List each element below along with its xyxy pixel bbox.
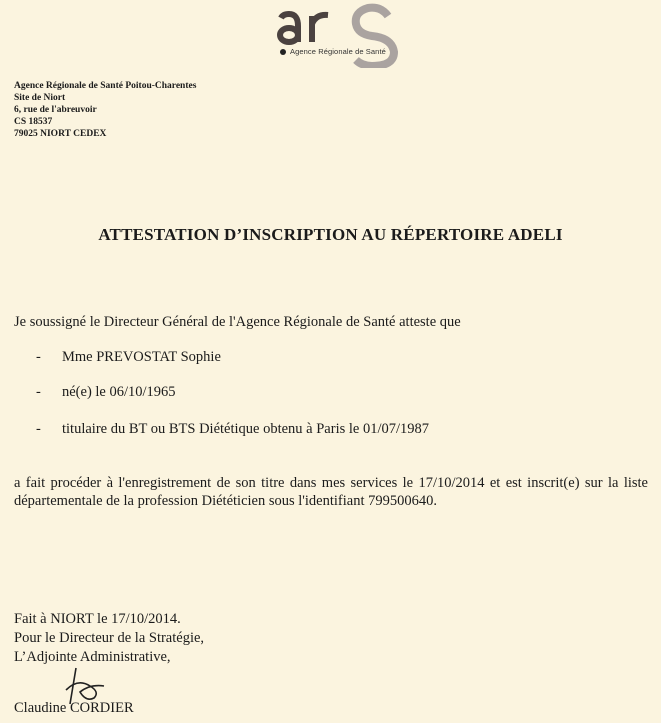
closing-line: Fait à NIORT le 17/10/2014.: [14, 611, 181, 627]
intro-text: Je soussigné le Directeur Général de l'Agence Régionale de Santé atteste que: [14, 314, 461, 330]
list-item-text: Mme PREVOSTAT Sophie: [62, 349, 221, 365]
list-dash: -: [36, 421, 41, 437]
address-line: 6, rue de l'abreuvoir: [14, 105, 97, 115]
list-item: [36, 421, 429, 438]
closing-line: Pour le Directeur de la Stratégie,: [14, 630, 205, 646]
list-dash: -: [36, 349, 41, 365]
list-item: [36, 384, 176, 401]
document-title: ATTESTATION D’INSCRIPTION AU RÉPERTOIRE ADELI: [98, 225, 563, 244]
ars-logo: [276, 2, 406, 68]
list-dash: -: [36, 384, 41, 400]
closing-block: [14, 610, 204, 667]
sender-address: [14, 80, 196, 140]
address-line: Site de Niort: [14, 93, 66, 103]
list-item: [36, 349, 221, 366]
list-item-text: titulaire du BT ou BTS Diététique obtenu à Paris le 01/07/1987: [62, 421, 430, 437]
logo-subtitle: Agence Régionale de Santé: [290, 47, 386, 56]
list-item-text: né(e) le 06/10/1965: [62, 384, 176, 400]
body-paragraph: a fait procéder à l'enregistrement de son titre dans mes services le 17/10/2014 et est inscrit(e) sur la liste départementale de la profession Diététicien sous l'identifiant 799500640.: [14, 475, 648, 509]
address-line: 79025 NIORT CEDEX: [14, 129, 107, 139]
address-line: Agence Régionale de Santé Poitou-Charentes: [14, 81, 197, 91]
signer-name: Claudine CORDIER: [14, 700, 134, 716]
closing-line: L’Adjointe Administrative,: [14, 649, 171, 665]
address-line: CS 18537: [14, 117, 53, 127]
